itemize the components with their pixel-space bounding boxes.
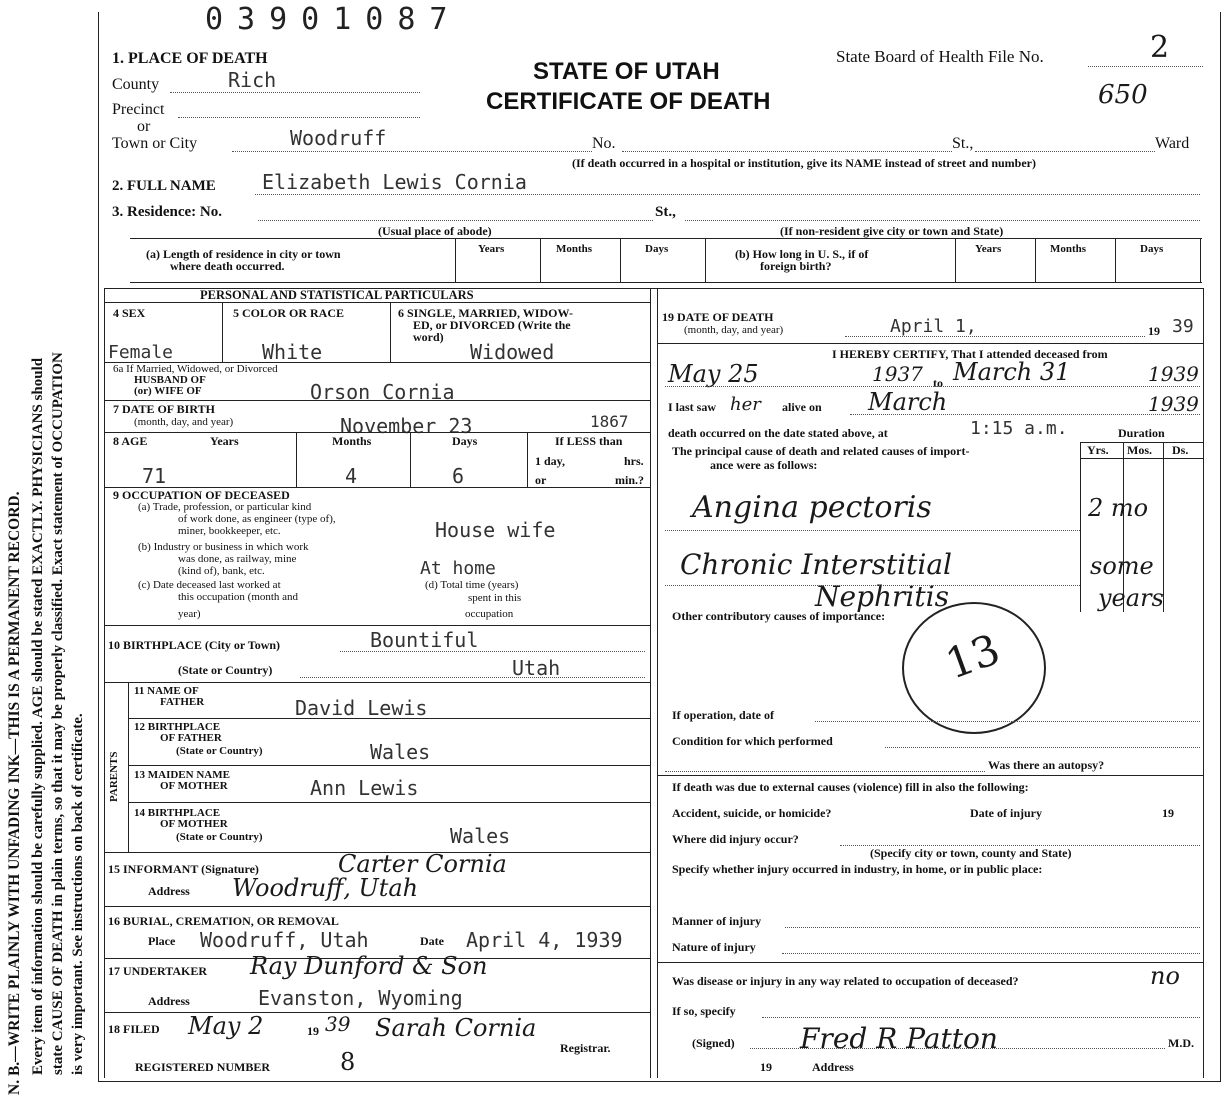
- mother-bp-value: Wales: [450, 824, 511, 848]
- undertaker-name: Ray Dunford & Son: [250, 952, 488, 980]
- father-bp-a: 12 BIRTHPLACE: [134, 721, 221, 733]
- occupation-question: Was disease or injury in any way related to occupation of deceased?: [672, 974, 1019, 988]
- town-value: Woodruff: [290, 126, 387, 150]
- informant-label: 15 INFORMANT (Signature): [108, 862, 259, 876]
- ward-label: Ward: [1155, 135, 1190, 152]
- cause-2-duration: some: [1090, 552, 1154, 580]
- occupation-answer: no: [1150, 962, 1180, 990]
- condition-label: Condition for which performed: [672, 734, 833, 748]
- spouse-label-c: (or) WIFE OF: [134, 385, 202, 397]
- age-years-label: Years: [210, 434, 239, 448]
- death-date-label-b: (month, day, and year): [684, 324, 784, 336]
- parents-side-label: PARENTS: [108, 751, 120, 802]
- birthplace-city: Bountiful: [370, 628, 479, 652]
- specify-label: Specify whether injury occurred in industry, in home, or in public place:: [672, 862, 1043, 876]
- nonres-note: (If non-resident give city or town and State): [780, 224, 1004, 238]
- dur-ds-head: Ds.: [1172, 443, 1189, 457]
- last-saw-label: I last saw: [668, 400, 717, 414]
- filed-date: May 2: [188, 1012, 264, 1040]
- occ-trade: House wife: [435, 518, 556, 542]
- title-certificate: CERTIFICATE OF DEATH: [486, 88, 771, 115]
- cause-3: Nephritis: [815, 580, 949, 613]
- side-note-line2: Every item of information should be carefully supplied. AGE should be stated EXACTLY. PHYSICIANS should: [30, 357, 46, 1075]
- hrs-label: hrs.: [624, 454, 644, 468]
- cause-3-duration: years: [1098, 584, 1164, 612]
- cause-label-b: ance were as follows:: [710, 458, 818, 472]
- occ-d-2: spent in this: [468, 592, 522, 604]
- undertaker-address: Evanston, Wyoming: [258, 986, 463, 1010]
- occ-b-1: (b) Industry or business in which work: [138, 541, 309, 553]
- father-value: David Lewis: [295, 696, 428, 720]
- less-label: If LESS than: [555, 434, 623, 448]
- mother-bp-b: OF MOTHER: [160, 818, 228, 830]
- mother-bp-c: (State or Country): [176, 831, 263, 843]
- personal-heading: PERSONAL AND STATISTICAL PARTICULARS: [200, 288, 474, 302]
- place-of-death-heading: 1. PLACE OF DEATH: [112, 50, 268, 67]
- other-causes-label: Other contributory causes of importance:: [672, 609, 886, 623]
- occ-c-2: this occupation (month and: [178, 591, 299, 603]
- burial-date: April 4, 1939: [466, 928, 623, 952]
- last-saw-year: 1939: [1148, 392, 1199, 416]
- or-label: or: [137, 118, 151, 135]
- usual-abode-note: (Usual place of abode): [378, 224, 492, 238]
- informant-address: Woodruff, Utah: [232, 874, 419, 902]
- town-label: Town or City: [112, 135, 198, 152]
- father-label-a: 11 NAME OF: [134, 685, 199, 697]
- occ-industry: At home: [420, 558, 496, 579]
- occ-a-3: miner, bookkeeper, etc.: [178, 525, 281, 537]
- marital-label-c: word): [413, 330, 444, 344]
- burial-place: Woodruff, Utah: [200, 928, 369, 952]
- occurred-label: death occurred on the date stated above, at: [668, 426, 888, 440]
- death-year: 39: [1172, 316, 1194, 337]
- attended-to-year: 1939: [1148, 362, 1199, 386]
- birthplace-state: Utah: [512, 656, 561, 680]
- dur-mos-head: Mos.: [1127, 443, 1152, 457]
- howlong-label-b: foreign birth?: [760, 259, 832, 273]
- us-years-head: Years: [975, 243, 1002, 255]
- alive-on-label: alive on: [782, 400, 822, 414]
- registered-number: 8: [340, 1048, 356, 1076]
- burial-place-label: Place: [148, 934, 176, 948]
- father-bp-b: OF FATHER: [160, 732, 222, 744]
- informant-address-label: Address: [148, 884, 190, 898]
- death-date: April 1,: [890, 316, 977, 337]
- registered-number-label: REGISTERED NUMBER: [135, 1060, 271, 1074]
- father-label-b: FATHER: [160, 696, 205, 708]
- precinct-label: Precinct: [112, 101, 165, 118]
- spouse-label-b: HUSBAND OF: [134, 374, 206, 386]
- death-date-label-a: 19 DATE OF DEATH: [662, 310, 774, 324]
- last-saw-date: March: [868, 388, 948, 416]
- no-label: No.: [592, 135, 616, 152]
- hospital-note: (If death occurred in a hospital or institution, give its NAME instead of street and number): [572, 156, 1037, 170]
- occ-c-3: year): [178, 608, 201, 620]
- county-label: County: [112, 76, 160, 93]
- us-months-head: Months: [1050, 243, 1087, 255]
- undertaker-address-label: Address: [148, 994, 190, 1008]
- signed-label: (Signed): [692, 1036, 735, 1050]
- sex-label: 4 SEX: [113, 306, 146, 320]
- filed-year-prefix: 19: [307, 1024, 319, 1038]
- informant-signature: Carter Cornia: [338, 850, 507, 878]
- father-bp-c: (State or Country): [176, 745, 263, 757]
- occ-a-2: of work done, as engineer (type of),: [178, 513, 336, 525]
- side-note-line4: is very important. See instructions on back of certificate.: [70, 713, 86, 1075]
- injury-date-label: Date of injury: [970, 806, 1042, 820]
- age-days: 6: [452, 464, 465, 488]
- dob-month-day: November 23: [340, 414, 473, 438]
- certify-label: I HEREBY CERTIFY, That I attended deceased from: [832, 347, 1108, 361]
- circled-mark-number: 13: [939, 624, 1007, 689]
- birthplace-label: 10 BIRTHPLACE (City or Town): [108, 638, 281, 652]
- marital-value: Widowed: [470, 340, 555, 364]
- full-name-value: Elizabeth Lewis Cornia: [262, 170, 527, 194]
- dob-label-a: 7 DATE OF BIRTH: [113, 402, 215, 416]
- occ-d-1: (d) Total time (years): [425, 579, 519, 591]
- res-months-head: Months: [556, 243, 593, 255]
- occ-a-1: (a) Trade, profession, or particular kind: [138, 501, 312, 513]
- county-value: Rich: [228, 68, 277, 92]
- father-bp-value: Wales: [370, 740, 431, 764]
- age-days-label: Days: [452, 434, 478, 448]
- occ-b-2: was done, as railway, mine: [178, 553, 297, 565]
- sex-value: Female: [108, 342, 174, 363]
- md-label: M.D.: [1168, 1036, 1194, 1050]
- res-years-head: Years: [478, 243, 505, 255]
- burial-date-label: Date: [420, 934, 444, 948]
- attended-to: March 31: [953, 358, 1071, 386]
- length-label-a: (a) Length of residence in city or town: [146, 247, 341, 261]
- side-note-line3: state CAUSE OF DEATH in plain terms, so that it may be properly classified. Exact statement of OCCUPATION: [50, 352, 66, 1075]
- us-days-head: Days: [1140, 243, 1164, 255]
- less-or-label: or: [535, 473, 547, 487]
- physician-signature: Fred R Patton: [800, 1022, 998, 1055]
- howlong-label-a: (b) How long in U. S., if of: [735, 247, 869, 261]
- dob-label-b: (month, day, and year): [134, 416, 234, 428]
- file-no-label: State Board of Health File No.: [836, 47, 1044, 66]
- length-label-b: where death occurred.: [170, 259, 285, 273]
- duration-label: Duration: [1118, 426, 1165, 440]
- occ-b-3: (kind of), bank, etc.: [178, 565, 265, 577]
- undertaker-label: 17 UNDERTAKER: [108, 964, 208, 978]
- mother-bp-a: 14 BIRTHPLACE: [134, 807, 221, 819]
- attended-from-year: 1937: [872, 362, 923, 386]
- where-label: Where did injury occur?: [672, 832, 799, 846]
- accident-label: Accident, suicide, or homicide?: [672, 806, 832, 820]
- signature-address-label: Address: [812, 1060, 854, 1074]
- spouse-label-a: 6a If Married, Widowed, or Divorced: [113, 363, 278, 375]
- nature-label: Nature of injury: [672, 940, 756, 954]
- attended-from: May 25: [668, 360, 759, 388]
- file-number: 2: [1150, 30, 1170, 65]
- occ-d-3: occupation: [465, 608, 514, 620]
- age-label: 8 AGE: [113, 434, 148, 448]
- external-label: If death was due to external causes (violence) fill in also the following:: [672, 780, 1029, 794]
- residence-label: 3. Residence: No.: [112, 204, 222, 220]
- spouse-value: Orson Cornia: [310, 380, 455, 404]
- full-name-label: 2. FULL NAME: [112, 178, 216, 194]
- dob-year: 1867: [590, 412, 629, 431]
- if-so-label: If so, specify: [672, 1004, 736, 1018]
- less-day-label: 1 day,: [535, 454, 566, 468]
- age-months-label: Months: [332, 434, 372, 448]
- side-note-line1: N. B.—WRITE PLAINLY WITH UNFADING INK—THIS IS A PERMANENT RECORD.: [6, 491, 23, 1095]
- res-days-head: Days: [645, 243, 669, 255]
- title-state: STATE OF UTAH: [533, 58, 720, 85]
- marital-label-b: ED, or DIVORCED (Write the: [413, 318, 571, 332]
- serial-number: 03901087: [205, 2, 462, 37]
- autopsy-label: Was there an autopsy?: [988, 758, 1105, 772]
- residence-st-label: St.,: [655, 204, 676, 220]
- occupation-label: 9 OCCUPATION OF DECEASED: [113, 488, 290, 502]
- age-years: 71: [142, 464, 167, 488]
- filed-label: 18 FILED: [108, 1022, 160, 1036]
- operation-label: If operation, date of: [672, 708, 774, 722]
- st-label: St.,: [952, 135, 974, 152]
- color-value: White: [262, 340, 323, 364]
- cause-1: Angina pectoris: [692, 490, 932, 525]
- death-year-prefix: 19: [1148, 324, 1160, 338]
- cause-label-a: The principal cause of death and related causes of import-: [672, 444, 970, 458]
- burial-label: 16 BURIAL, CREMATION, OR REMOVAL: [108, 914, 339, 928]
- specify-note: (Specify city or town, county and State): [870, 846, 1072, 860]
- mother-value: Ann Lewis: [310, 776, 419, 800]
- cause-1-duration: 2 mo: [1088, 494, 1149, 522]
- marital-label-a: 6 SINGLE, MARRIED, WIDOW-: [398, 306, 574, 320]
- signature-year-label: 19: [760, 1060, 772, 1074]
- injury-year-label: 19: [1162, 806, 1174, 820]
- attended-to-label: to: [933, 376, 943, 390]
- death-time: 1:15 a.m.: [970, 418, 1068, 439]
- filed-year: 39: [325, 1012, 351, 1036]
- last-saw-who: her: [730, 394, 761, 415]
- mother-label-b: OF MOTHER: [160, 780, 228, 792]
- min-label: min.?: [615, 473, 645, 487]
- birthplace-state-label: (State or Country): [178, 663, 273, 677]
- occ-c-1: (c) Date deceased last worked at: [138, 579, 281, 591]
- color-label: 5 COLOR OR RACE: [233, 306, 345, 320]
- file-number-2: 650: [1098, 80, 1148, 110]
- registrar-label: Registrar.: [560, 1041, 611, 1055]
- cause-2: Chronic Interstitial: [680, 548, 953, 581]
- age-months: 4: [345, 464, 358, 488]
- mother-label-a: 13 MAIDEN NAME: [134, 769, 230, 781]
- dur-yrs-head: Yrs.: [1087, 443, 1109, 457]
- registrar-signature: Sarah Cornia: [375, 1014, 537, 1042]
- manner-label: Manner of injury: [672, 914, 762, 928]
